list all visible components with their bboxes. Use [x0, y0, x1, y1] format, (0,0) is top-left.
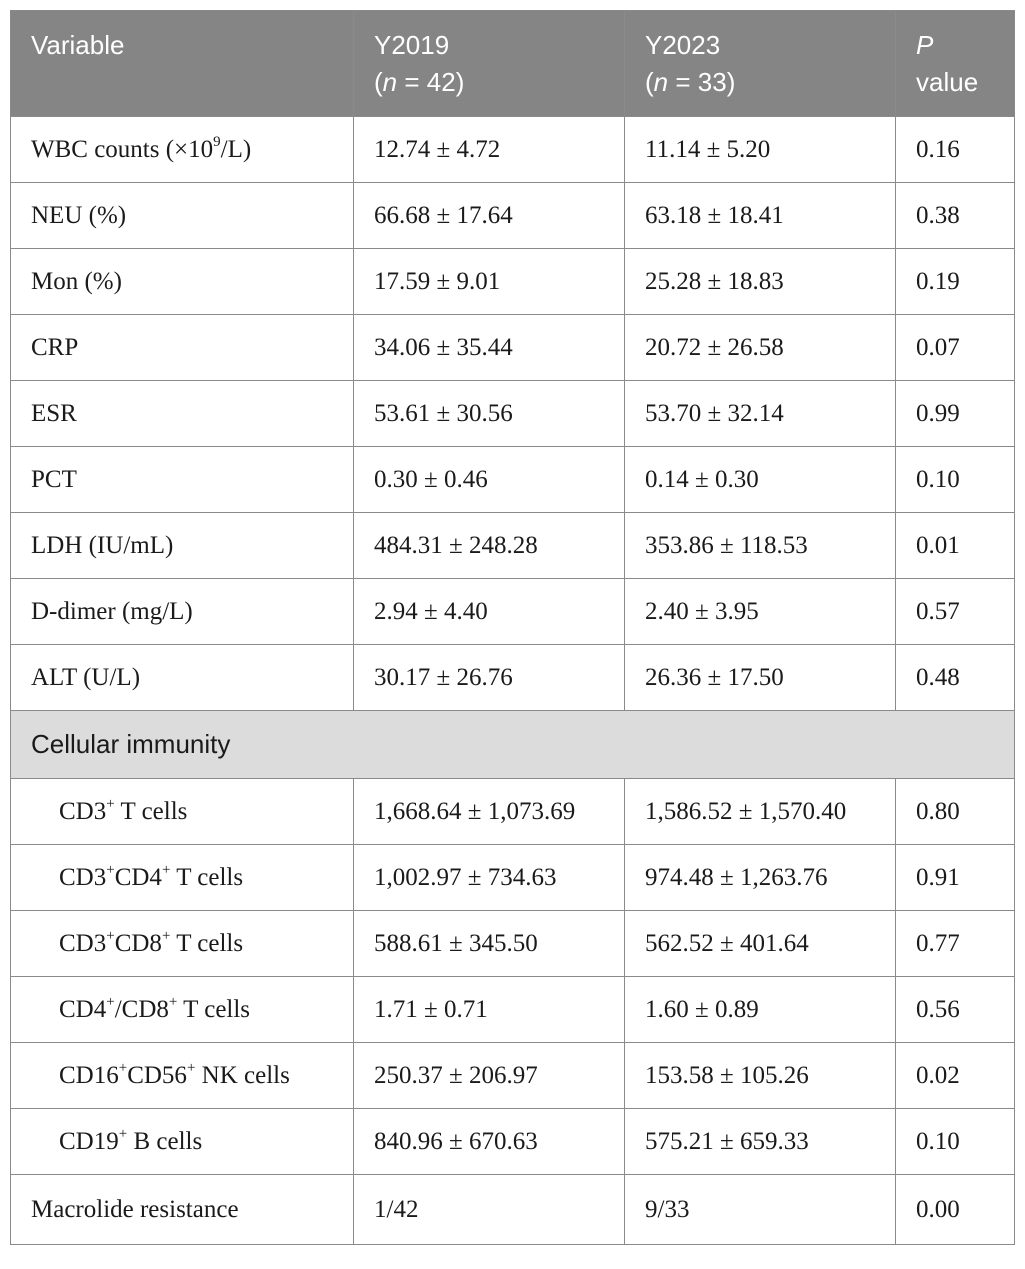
- row-label: [11, 779, 354, 845]
- cell-type: B cells: [127, 1127, 203, 1155]
- cell-y2019: 840.96 ± 670.63: [354, 1109, 625, 1175]
- row-label: NEU (%): [11, 183, 354, 249]
- cell-y2019: 17.59 ± 9.01: [354, 249, 625, 315]
- marker-a: CD19: [59, 1127, 119, 1155]
- marker-b: CD4: [114, 863, 162, 891]
- header-y2023: [625, 11, 896, 117]
- cell-p: 0.10: [896, 447, 1015, 513]
- header-y2023-n-open: (: [645, 67, 654, 97]
- cell-y2023: 0.14 ± 0.30: [625, 447, 896, 513]
- header-y2023-title: Y2023: [645, 30, 721, 60]
- row-label: [11, 977, 354, 1043]
- marker-a-sup: +: [106, 795, 115, 812]
- section-row: [11, 711, 1015, 779]
- table-row: [11, 977, 1015, 1043]
- cell-y2023: 974.48 ± 1,263.76: [625, 845, 896, 911]
- cell-p: 0.16: [896, 117, 1015, 183]
- cell-y2023: 353.86 ± 118.53: [625, 513, 896, 579]
- table-row: [11, 911, 1015, 977]
- row-label-unit: /L): [220, 135, 252, 163]
- row-label: [11, 911, 354, 977]
- cell-y2019: 588.61 ± 345.50: [354, 911, 625, 977]
- row-label: PCT: [11, 447, 354, 513]
- marker-a-sup: +: [106, 861, 115, 878]
- cell-y2023: 1.60 ± 0.89: [625, 977, 896, 1043]
- cell-type: T cells: [170, 929, 244, 957]
- marker-b: CD8: [114, 929, 162, 957]
- cell-y2019: 34.06 ± 35.44: [354, 315, 625, 381]
- header-y2023-n: [645, 64, 895, 101]
- cell-y2023: 20.72 ± 26.58: [625, 315, 896, 381]
- row-label-text: WBC counts (×10: [31, 135, 214, 163]
- cell-y2019: 1.71 ± 0.71: [354, 977, 625, 1043]
- marker-a-sup: +: [118, 1125, 128, 1142]
- cell-y2023: 575.21 ± 659.33: [625, 1109, 896, 1175]
- row-label: Mon (%): [11, 249, 354, 315]
- cell-y2019: 30.17 ± 26.76: [354, 645, 625, 711]
- table-row: [11, 315, 1015, 381]
- cell-y2019: 1,002.97 ± 734.63: [354, 845, 625, 911]
- header-y2019-n-open: (: [374, 67, 383, 97]
- header-y2019-n: [374, 64, 624, 101]
- cell-y2023: 53.70 ± 32.14: [625, 381, 896, 447]
- row-label: D-dimer (mg/L): [11, 579, 354, 645]
- row-label: LDH (IU/mL): [11, 513, 354, 579]
- cell-y2019: 12.74 ± 4.72: [354, 117, 625, 183]
- header-p-symbol: P: [916, 30, 934, 60]
- marker-a-sup: +: [106, 993, 115, 1010]
- row-label-sup: 9: [213, 133, 221, 150]
- cell-y2019: 53.61 ± 30.56: [354, 381, 625, 447]
- cell-y2023: 2.40 ± 3.95: [625, 579, 896, 645]
- cell-p: 0.01: [896, 513, 1015, 579]
- table-row: [11, 183, 1015, 249]
- comparison-table: [10, 10, 1015, 1245]
- cell-y2023: 153.58 ± 105.26: [625, 1043, 896, 1109]
- marker-a-sup: +: [118, 1059, 128, 1076]
- table-header: [11, 11, 1015, 117]
- cell-type: NK cells: [195, 1061, 290, 1089]
- cell-p: 0.56: [896, 977, 1015, 1043]
- marker-b-sup: +: [161, 927, 171, 944]
- cell-y2023: 11.14 ± 5.20: [625, 117, 896, 183]
- marker-b: CD56: [127, 1061, 187, 1089]
- table-row: [11, 381, 1015, 447]
- table-row: [11, 117, 1015, 183]
- header-variable-label: Variable: [31, 30, 125, 60]
- cell-p: 0.10: [896, 1109, 1015, 1175]
- cell-y2023: 25.28 ± 18.83: [625, 249, 896, 315]
- cell-y2023: 9/33: [625, 1175, 896, 1245]
- header-y2019: [354, 11, 625, 117]
- header-y2023-n-count: = 33): [668, 67, 736, 97]
- table-row: [11, 845, 1015, 911]
- header-p-word: value: [916, 67, 979, 97]
- marker-b-sup: +: [168, 993, 178, 1010]
- cell-p: 0.00: [896, 1175, 1015, 1245]
- header-y2019-n-count: = 42): [397, 67, 465, 97]
- table-body: [11, 117, 1015, 1245]
- marker-a: CD16: [59, 1061, 119, 1089]
- data-table-container: [10, 10, 1014, 1245]
- cell-p: 0.19: [896, 249, 1015, 315]
- marker-a: CD3: [59, 863, 107, 891]
- cell-type: T cells: [170, 863, 244, 891]
- cell-y2023: 1,586.52 ± 1,570.40: [625, 779, 896, 845]
- table-row: [11, 779, 1015, 845]
- row-label: Macrolide resistance: [11, 1175, 354, 1245]
- cell-y2023: 63.18 ± 18.41: [625, 183, 896, 249]
- marker-a: CD3: [59, 929, 107, 957]
- marker-b: /CD8: [114, 995, 169, 1023]
- table-row: [11, 645, 1015, 711]
- cell-p: 0.07: [896, 315, 1015, 381]
- cell-p: 0.38: [896, 183, 1015, 249]
- row-label: ESR: [11, 381, 354, 447]
- header-row: [11, 11, 1015, 117]
- table-row: [11, 1043, 1015, 1109]
- cell-y2019: 1,668.64 ± 1,073.69: [354, 779, 625, 845]
- header-y2019-title: Y2019: [374, 30, 450, 60]
- cell-p: 0.57: [896, 579, 1015, 645]
- cell-y2019: 0.30 ± 0.46: [354, 447, 625, 513]
- marker-a: CD4: [59, 995, 107, 1023]
- cell-y2019: 1/42: [354, 1175, 625, 1245]
- table-row: [11, 513, 1015, 579]
- table-row: [11, 447, 1015, 513]
- marker-a: CD3: [59, 797, 107, 825]
- table-row: [11, 1109, 1015, 1175]
- header-y2023-n-symbol: n: [653, 67, 669, 97]
- marker-a-sup: +: [106, 927, 115, 944]
- header-variable: [11, 11, 354, 117]
- cell-type: T cells: [177, 995, 251, 1023]
- header-p-value: [896, 11, 1015, 117]
- marker-b-sup: +: [186, 1059, 196, 1076]
- header-y2019-n-symbol: n: [382, 67, 398, 97]
- marker-b-sup: +: [161, 861, 171, 878]
- section-heading: Cellular immunity: [11, 711, 1015, 779]
- cell-p: 0.02: [896, 1043, 1015, 1109]
- cell-y2019: 250.37 ± 206.97: [354, 1043, 625, 1109]
- table-row: [11, 249, 1015, 315]
- cell-p: 0.99: [896, 381, 1015, 447]
- cell-y2019: 66.68 ± 17.64: [354, 183, 625, 249]
- row-label: [11, 117, 354, 183]
- row-label: [11, 1043, 354, 1109]
- row-label: [11, 845, 354, 911]
- row-label: CRP: [11, 315, 354, 381]
- cell-p: 0.48: [896, 645, 1015, 711]
- table-row: [11, 1175, 1015, 1245]
- cell-type: T cells: [114, 797, 188, 825]
- table-row: [11, 579, 1015, 645]
- cell-p: 0.80: [896, 779, 1015, 845]
- row-label: ALT (U/L): [11, 645, 354, 711]
- cell-p: 0.77: [896, 911, 1015, 977]
- cell-y2019: 484.31 ± 248.28: [354, 513, 625, 579]
- row-label: [11, 1109, 354, 1175]
- cell-y2023: 562.52 ± 401.64: [625, 911, 896, 977]
- cell-p: 0.91: [896, 845, 1015, 911]
- cell-y2023: 26.36 ± 17.50: [625, 645, 896, 711]
- cell-y2019: 2.94 ± 4.40: [354, 579, 625, 645]
